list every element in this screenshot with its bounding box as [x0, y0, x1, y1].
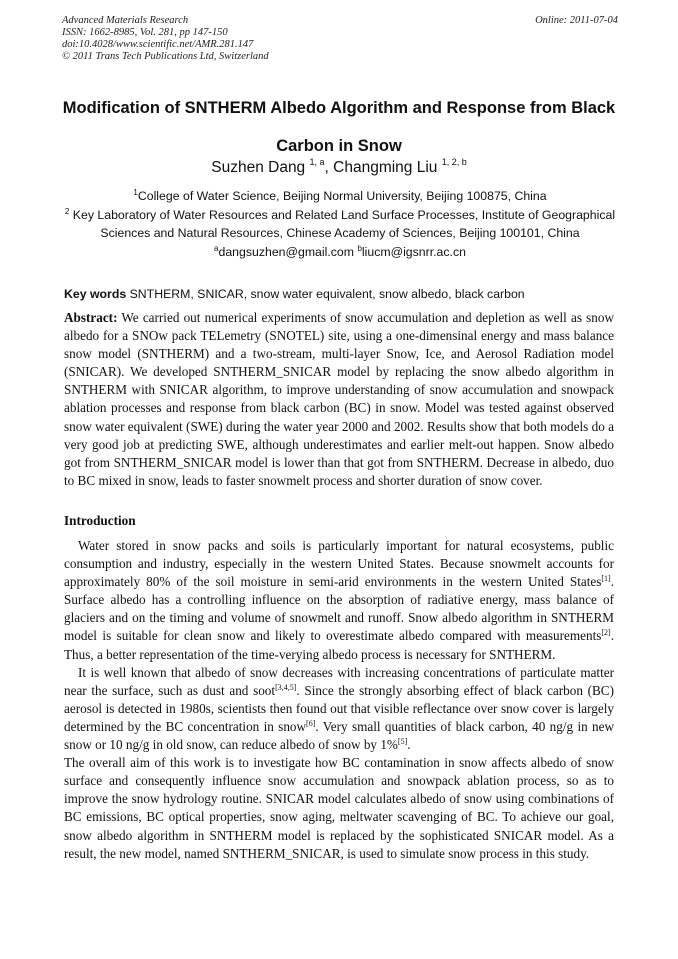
email-a: dangsuzhen@gmail.com	[218, 244, 358, 259]
citation: [3,4,5]	[275, 682, 297, 692]
text-run: It is well known that albedo of snow decreases with increasing concentrations of particulate matter near the surface, such as dust and soot	[64, 664, 614, 698]
title-line-1: Modification of SNTHERM Albedo Algorithm and Response from Black	[62, 99, 616, 117]
journal-header	[62, 15, 618, 63]
abstract-text: We carried out numerical experiments of snow accumulation and depletion as well as snow albedo for a SNOw pack TELemetry (SNOTEL) site, using a one-dimensinal energy and mass balance snow model (SNTHERM) and a two-stream, multi-layer Snow, Ice, and Aerosol Radiation model (SNICAR). We developed SNTHERM_SNICAR model by replacing the snow albedo algorithm in SNTHERM with SNICAR algorithm, to improve understanding of snow accumulation and snowpack ablation processes and response from black carbon (BC) in snow. Model was tested against observed snow water equivalent (SWE) during the water year 2000 and 2002. Results show that both models do a very good job at predicting SWE, although underestimates and earlier melt-out happen. Snow albedo got from SNTHERM_SNICAR model is lower than that got from SNTHERM. Decrease in albedo, duo to BC mixed in snow, leads to faster snowmelt process and shorter duration of snow cover.	[64, 310, 614, 488]
abstract	[64, 309, 614, 490]
text-run: . Since the strongly absorbing effect of black carbon (BC) aerosol is detected in 1980s, scientists then found out that visible reflectance over snow cover is largely determined by the BC concentration in snow	[64, 682, 614, 734]
journal-name: Advanced Materials Research	[62, 15, 189, 26]
email-b: liucm@igsnrr.ac.cn	[361, 244, 466, 259]
author-superscript: 1, a	[309, 157, 325, 167]
keywords	[64, 286, 620, 302]
author-name: Changming Liu	[333, 159, 438, 176]
issn-line: ISSN: 1662-8985, Vol. 281, pp 147-150	[62, 27, 228, 38]
text-run: . Thus, a better representation of the time-verying albedo process is necessary for SNTHERM.	[64, 628, 614, 662]
email-marker: a	[214, 243, 219, 253]
text-run: .	[407, 737, 411, 753]
citation: [1]	[601, 574, 611, 584]
email-marker: b	[357, 243, 362, 253]
affiliation-marker: 2	[64, 206, 70, 216]
paragraph	[64, 537, 614, 664]
keywords-label: Key words	[64, 287, 127, 301]
author-emails	[62, 243, 618, 262]
author-separator: ,	[324, 159, 334, 176]
copyright-line: © 2011 Trans Tech Publications Ltd, Switzerland	[62, 51, 269, 62]
author-superscript: 1, 2, b	[441, 157, 467, 167]
citation: [6]	[306, 718, 316, 728]
section-heading-introduction: Introduction	[64, 513, 136, 528]
keywords-text: SNTHERM, SNICAR, snow water equivalent, snow albedo, black carbon	[126, 287, 525, 301]
paragraph: The overall aim of this work is to investigate how BC contamination in snow affects albedo of snow surface and consequently influence snow accumulation and snowpack ablation process, so as to improve the snow hydrology routine. SNICAR model calculates albedo of snow using combinations of BC emissions, BC optical properties, snow aging, meltwater scavenging of BC. To achieve our goal, snow albedo algorithm in SNTHERM model is replaced by the sophisticated SNICAR model. As a result, the new model, named SNTHERM_SNICAR, is used to simulate snow process in this study.	[64, 755, 614, 861]
title-line-2: Carbon in Snow	[276, 137, 402, 155]
affiliation-text: College of Water Science, Beijing Normal University, Beijing 100875, China	[137, 189, 547, 203]
citation: [2]	[601, 628, 611, 638]
affiliation-marker: 1	[133, 188, 138, 197]
affiliation-2	[62, 206, 618, 243]
affiliation-text: Key Laboratory of Water Resources and Related Land Surface Processes, Institute of Geographical Sciences and Natural Resources, Chinese Academy of Sciences, Beijing 100101, China	[69, 207, 616, 241]
online-date: Online: 2011-07-04	[535, 15, 618, 26]
paper-title	[40, 89, 638, 165]
author-list	[40, 157, 638, 179]
author-name: Suzhen Dang	[211, 159, 306, 176]
affiliation-1	[62, 187, 618, 206]
text-run: . Very small quantities of black carbon, 40 ng/g in new snow or 10 ng/g in old snow, can reduce albedo of snow by 1%	[64, 718, 614, 753]
text-run: Water stored in snow packs and soils is particularly important for natural ecosystems, public consumption and industry, especially in the western United States. Because snowmelt accounts for approximately 80% of the soil moisture in semi-arid environments in the western United States	[64, 538, 614, 590]
citation: [5]	[397, 737, 408, 747]
introduction-body	[64, 537, 614, 863]
abstract-label: Abstract:	[64, 310, 118, 325]
paragraph	[64, 664, 614, 754]
affiliations	[62, 187, 618, 261]
doi-line: doi:10.4028/www.scientific.net/AMR.281.147	[62, 39, 254, 50]
text-run: . Surface albedo has a controlling influence on the absorption of radiative energy, mass balance of glaciers and on the timing and volume of snowmelt and runoff. Snow albedo algorithm in SNTHERM model is suitable for clean snow and likely to overestimate albedo compared with measurements	[64, 574, 614, 644]
